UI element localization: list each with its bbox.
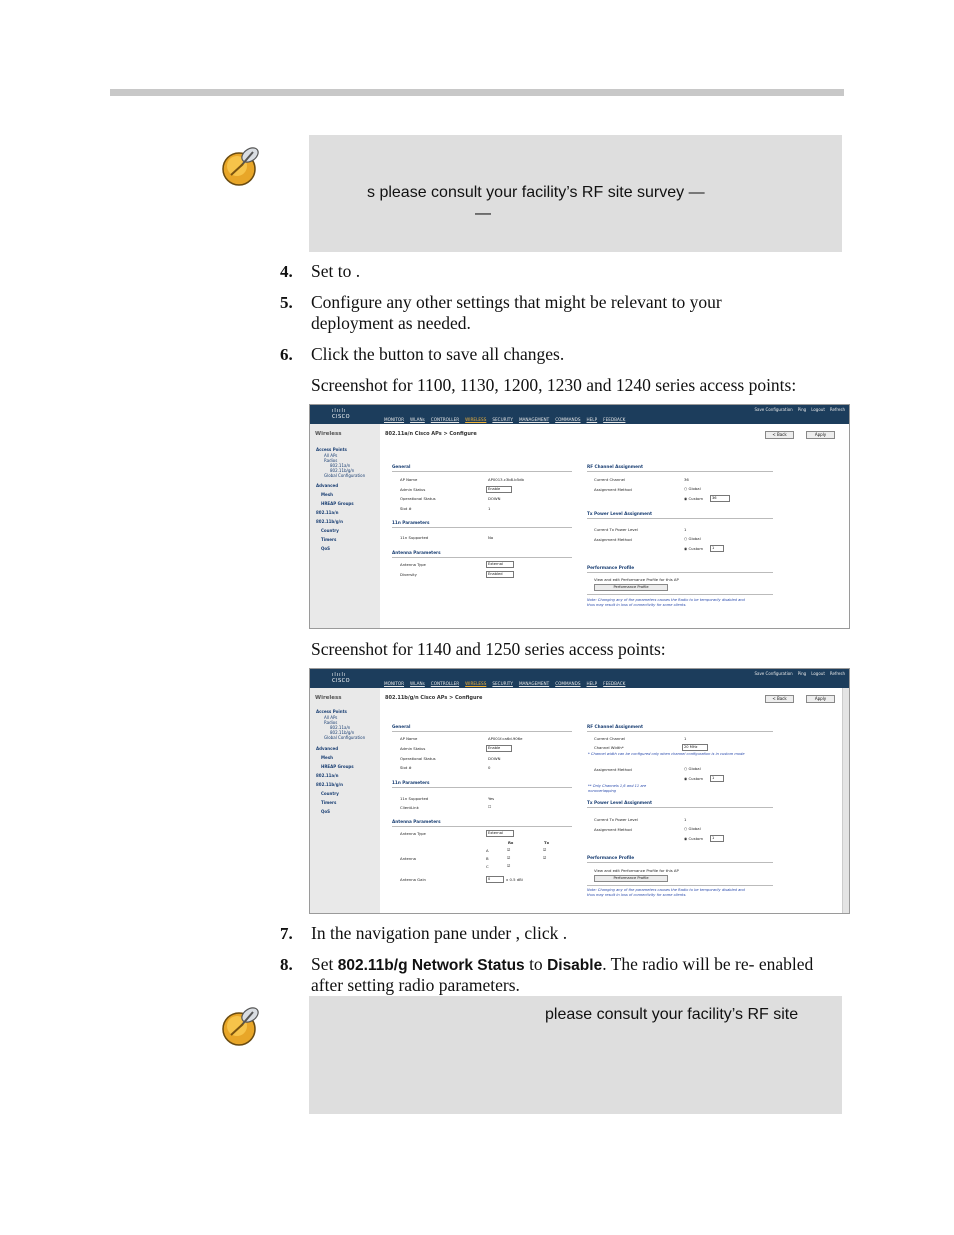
warning-note: Note: Changing any of the parameters causes the Radio to be temporarily disabled and thus may result in loss of connectivity for some clients. bbox=[587, 598, 745, 607]
custom-radio[interactable]: ◉ Custom bbox=[684, 546, 704, 551]
sidebar-item[interactable]: Mesh bbox=[321, 492, 333, 497]
save-config-link[interactable]: Save Configuration bbox=[754, 671, 793, 676]
antenna-type-select[interactable]: External bbox=[486, 561, 514, 568]
screenshot-1140-series bbox=[309, 668, 850, 914]
menu-help[interactable]: HELP bbox=[586, 681, 598, 686]
top-menu bbox=[384, 417, 631, 422]
sidebar-item[interactable]: Global Configuration bbox=[324, 473, 366, 478]
sidebar-item[interactable]: Timers bbox=[321, 537, 337, 542]
channel-select[interactable]: 1 bbox=[710, 775, 724, 782]
section-tx-power: Tx Power Level Assignment bbox=[587, 511, 652, 516]
sidebar-item[interactable]: 802.11b/g/n bbox=[316, 782, 343, 787]
sidebar-item[interactable]: 802.11a/n bbox=[316, 510, 339, 515]
menu-controller[interactable]: CONTROLLER bbox=[430, 417, 460, 422]
step-number: 4. bbox=[280, 262, 293, 281]
ping-link[interactable]: Ping bbox=[797, 671, 807, 676]
top-links bbox=[749, 671, 845, 676]
global-radio[interactable]: ○ Global bbox=[684, 486, 701, 491]
menu-monitor[interactable]: MONITOR bbox=[384, 681, 405, 686]
section-11n: 11n Parameters bbox=[392, 780, 430, 785]
page-title: 802.11a/n Cisco APs > Configure bbox=[385, 431, 477, 437]
main-panel: 802.11a/n Cisco APs > Configure < Back Apply General AP Name AP0013.c3b8.b5db Admin Status Enable Operational Status DOWN Slot # 1 11n Parameters 11n Supported No Antenna Parameters Antenna Type External Diversity Enabled RF Channel Assignment Current Channel 36 Assignment Method ○ Global ◉ Custom 36 Tx Power Level Assignment Current Tx Power Level 1 Assignment Method ○ Global ◉ Custom 1 Performance Profile View and edit Performance Profile for this AP Performance Profile Note: Changing any of the parameters causes the Radio to be temporarily disabled and thus may result in loss of connectivity for some clients. bbox=[382, 424, 849, 628]
sidebar-title: Wireless bbox=[315, 695, 342, 701]
sidebar-item[interactable]: HREAP Groups bbox=[321, 501, 354, 506]
main-panel: 802.11b/g/n Cisco APs > Configure < Back Apply General AP Name AP001f.ca6d.906e Admin Status Enable Operational Status DOWN Slot # 0 11n Parameters 11n Supported Yes ClientLink ☐ Antenna Parameters Antenna Type External Rx Tx A B C ☑ ☑ ☑ ☑ ☑ Antenna Antenna Gain 0 x 0.5 dBi RF Channel Assignment Current Channel 1 Channel Width* 20 MHz * Channel width can be configured only when channel configuration is in custom mode Assignment Method ○ Global ◉ Custom 1 ** Only Channels 1,6 and 11 are nonoverlapping Tx Power Level Assignment Current Tx Power Level 1 Assignment Method ○ Global ◉ Custom 1 Performance Profile View and edit Performance Profile for this AP Performance Profile Note: Changing any of the parameters causes the Radio to be temporarily disabled and thus may result in loss of connectivity for some clients. bbox=[382, 688, 849, 913]
section-rf-channel: RF Channel Assignment bbox=[587, 464, 643, 469]
custom-radio[interactable]: ◉ Custom bbox=[684, 776, 704, 781]
sidebar-item[interactable]: 802.11b/g/n bbox=[316, 519, 343, 524]
custom-radio[interactable]: ◉ Custom bbox=[684, 836, 704, 841]
sidebar-item[interactable]: Timers bbox=[321, 800, 337, 805]
pushpin-icon bbox=[219, 1004, 265, 1050]
diversity-select[interactable]: Enabled bbox=[486, 571, 514, 578]
menu-wireless[interactable]: WIRELESS bbox=[465, 681, 487, 686]
sidebar-item[interactable]: Country bbox=[321, 528, 339, 533]
sidebar-item[interactable]: Country bbox=[321, 791, 339, 796]
sidebar-item[interactable]: 802.11a/n bbox=[330, 463, 351, 468]
sidebar-item[interactable]: HREAP Groups bbox=[321, 764, 354, 769]
antenna-type-select[interactable]: External bbox=[486, 830, 514, 837]
step-text: In the navigation pane under , click . bbox=[311, 923, 568, 943]
cisco-header bbox=[310, 669, 849, 688]
sidebar-item[interactable]: Global Configuration bbox=[324, 735, 366, 740]
save-config-link[interactable]: Save Configuration bbox=[754, 407, 793, 412]
cisco-logo: ılıılı CISCO bbox=[332, 672, 351, 684]
custom-radio[interactable]: ◉ Custom bbox=[684, 496, 704, 501]
sidebar-item[interactable]: All APs bbox=[324, 715, 338, 720]
step-text: Click the button to save all changes. bbox=[311, 344, 565, 364]
screenshot-1100-series bbox=[309, 404, 850, 629]
antenna-b-rx-checkbox[interactable]: ☑ bbox=[507, 855, 511, 860]
menu-wlans[interactable]: WLANs bbox=[410, 417, 425, 422]
menu-commands[interactable]: COMMANDS bbox=[555, 681, 581, 686]
refresh-link[interactable]: Refresh bbox=[829, 671, 845, 676]
step-text: Set 802.11b/g Network Status to Disable. The radio will be re- enabled bbox=[311, 954, 814, 974]
sidebar-item[interactable]: 802.11a/n bbox=[330, 725, 351, 730]
warning-note: Note: Changing any of the parameters causes the Radio to be temporarily disabled and thus may result in loss of connectivity for some clients. bbox=[587, 888, 745, 897]
tx-power-select[interactable]: 1 bbox=[710, 835, 724, 842]
antenna-a-rx-checkbox[interactable]: ☑ bbox=[507, 847, 511, 852]
top-links bbox=[749, 407, 845, 412]
caption: Screenshot for 1100, 1130, 1200, 1230 and 1240 series access points: bbox=[311, 375, 797, 395]
antenna-a-tx-checkbox[interactable]: ☑ bbox=[543, 847, 547, 852]
section-performance: Performance Profile bbox=[587, 565, 635, 570]
section-11n: 11n Parameters bbox=[392, 520, 430, 525]
menu-security[interactable]: SECURITY bbox=[492, 417, 513, 422]
note-box bbox=[309, 996, 842, 1114]
page-title: 802.11b/g/n Cisco APs > Configure bbox=[385, 695, 483, 701]
antenna-gain-input[interactable]: 0 bbox=[486, 876, 504, 883]
sidebar-item[interactable]: Mesh bbox=[321, 755, 333, 760]
sidebar-item[interactable]: Access Points bbox=[316, 447, 347, 452]
refresh-link[interactable]: Refresh bbox=[829, 407, 845, 412]
admin-status-select[interactable]: Enable bbox=[486, 486, 512, 493]
sidebar-item[interactable]: Advanced bbox=[316, 483, 339, 488]
global-radio[interactable]: ○ Global bbox=[684, 766, 701, 771]
step-text: deployment as needed. bbox=[311, 313, 471, 333]
caption: Screenshot for 1140 and 1250 series access points: bbox=[311, 639, 666, 659]
logout-link[interactable]: Logout bbox=[811, 671, 825, 676]
menu-management[interactable]: MANAGEMENT bbox=[518, 681, 550, 686]
performance-profile-button[interactable]: Performance Profile bbox=[594, 875, 668, 882]
channel-select[interactable]: 36 bbox=[710, 495, 730, 502]
tx-power-select[interactable]: 1 bbox=[710, 545, 724, 552]
channel-width-select[interactable]: 20 MHz bbox=[682, 744, 708, 751]
scrollbar[interactable] bbox=[842, 688, 849, 913]
section-antenna: Antenna Parameters bbox=[392, 819, 441, 824]
step-text: Configure any other settings that might be relevant to your bbox=[311, 292, 722, 312]
admin-status-select[interactable]: Enable bbox=[486, 745, 512, 752]
step-number: 8. bbox=[280, 955, 293, 974]
global-radio[interactable]: ○ Global bbox=[684, 826, 701, 831]
menu-wireless[interactable]: WIRELESS bbox=[465, 417, 487, 422]
sidebar-item[interactable]: QoS bbox=[321, 809, 331, 814]
antenna-c-rx-checkbox[interactable]: ☑ bbox=[507, 863, 511, 868]
menu-monitor[interactable]: MONITOR bbox=[384, 417, 405, 422]
back-button[interactable]: < Back bbox=[765, 695, 794, 703]
clientlink-checkbox[interactable]: ☐ bbox=[488, 804, 492, 809]
sidebar bbox=[310, 688, 380, 913]
global-radio[interactable]: ○ Global bbox=[684, 536, 701, 541]
cisco-header bbox=[310, 405, 849, 424]
top-menu bbox=[384, 681, 631, 686]
step-number: 6. bbox=[280, 345, 293, 364]
sidebar-item[interactable]: Radios bbox=[324, 458, 338, 463]
menu-feedback[interactable]: FEEDBACK bbox=[603, 417, 626, 422]
section-antenna: Antenna Parameters bbox=[392, 550, 441, 555]
step-text: Set to . bbox=[311, 261, 361, 281]
menu-security[interactable]: SECURITY bbox=[492, 681, 513, 686]
sidebar-item[interactable]: Advanced bbox=[316, 746, 339, 751]
sidebar-item[interactable]: 802.11b/g/n bbox=[330, 730, 355, 735]
section-tx-power: Tx Power Level Assignment bbox=[587, 800, 652, 805]
note-text: please consult your facility’s RF site bbox=[545, 1006, 799, 1023]
menu-controller[interactable]: CONTROLLER bbox=[430, 681, 460, 686]
menu-help[interactable]: HELP bbox=[586, 417, 598, 422]
menu-feedback[interactable]: FEEDBACK bbox=[603, 681, 626, 686]
back-button[interactable]: < Back bbox=[765, 431, 794, 439]
sidebar-item[interactable]: 802.11b/g/n bbox=[330, 468, 355, 473]
antenna-b-tx-checkbox[interactable]: ☑ bbox=[543, 855, 547, 860]
note-text: — bbox=[475, 205, 491, 222]
note-box bbox=[309, 135, 842, 252]
step-number: 5. bbox=[280, 293, 293, 312]
sidebar-item[interactable]: Access Points bbox=[316, 709, 347, 714]
menu-commands[interactable]: COMMANDS bbox=[555, 417, 581, 422]
step-number: 7. bbox=[280, 924, 293, 943]
sidebar-title: Wireless bbox=[315, 431, 342, 437]
header-rule bbox=[110, 89, 844, 96]
sidebar bbox=[310, 424, 380, 628]
section-performance: Performance Profile bbox=[587, 855, 635, 860]
menu-wlans[interactable]: WLANs bbox=[410, 681, 425, 686]
apply-button[interactable]: Apply bbox=[806, 695, 835, 703]
sidebar-item[interactable]: All APs bbox=[324, 453, 338, 458]
apply-button[interactable]: Apply bbox=[806, 431, 835, 439]
sidebar-item[interactable]: Radios bbox=[324, 720, 338, 725]
menu-management[interactable]: MANAGEMENT bbox=[518, 417, 550, 422]
cisco-logo: ılıılı CISCO bbox=[332, 408, 351, 420]
ping-link[interactable]: Ping bbox=[797, 407, 807, 412]
sidebar-item[interactable]: 802.11a/n bbox=[316, 773, 339, 778]
section-general: General bbox=[392, 464, 411, 469]
sidebar-item[interactable]: QoS bbox=[321, 546, 331, 551]
section-general: General bbox=[392, 724, 411, 729]
note-text: s please consult your facility’s RF site survey — bbox=[367, 184, 705, 201]
logout-link[interactable]: Logout bbox=[811, 407, 825, 412]
performance-profile-button[interactable]: Performance Profile bbox=[594, 584, 668, 591]
pushpin-icon bbox=[219, 144, 265, 190]
section-rf-channel: RF Channel Assignment bbox=[587, 724, 643, 729]
step-text: after setting radio parameters. bbox=[311, 975, 520, 995]
